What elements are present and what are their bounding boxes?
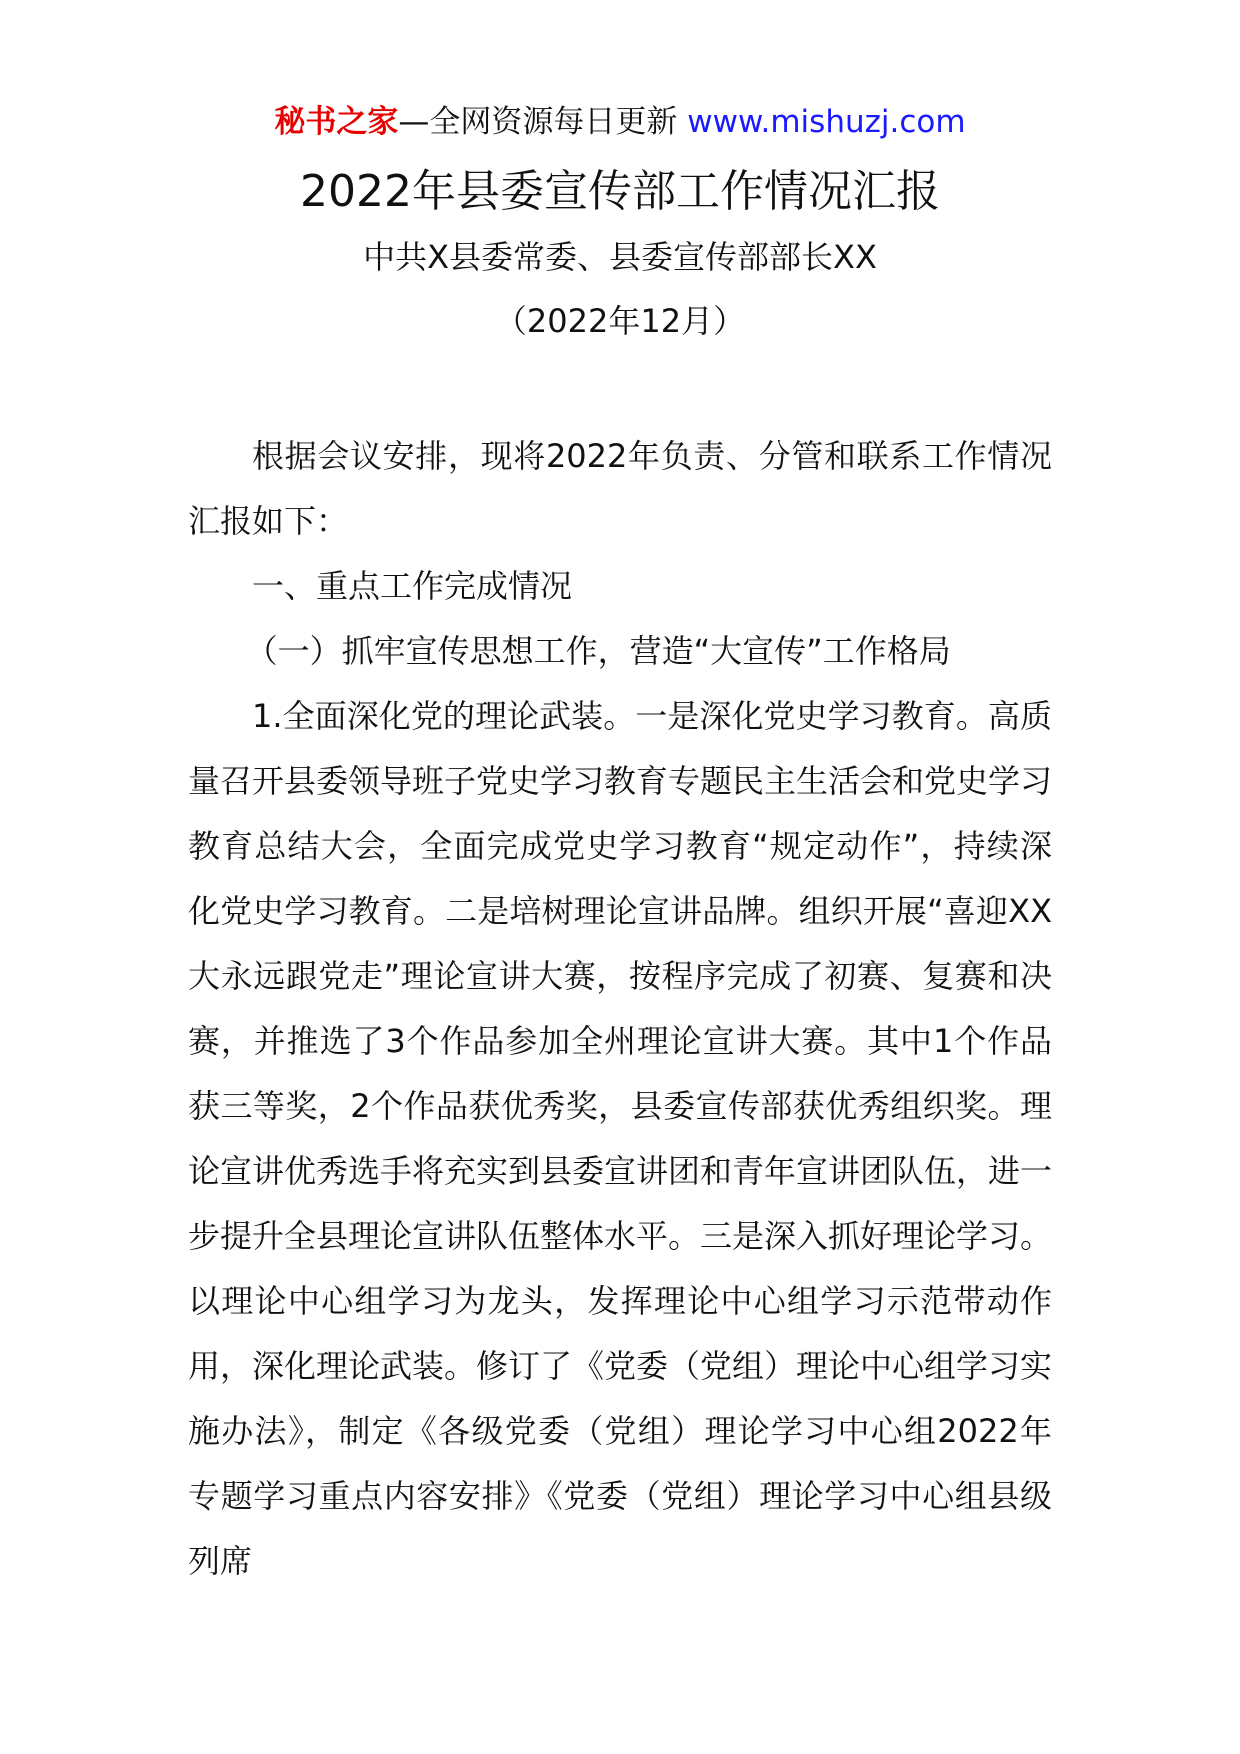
subsection-heading: （一）抓牢宣传思想工作，营造“大宣传”工作格局 <box>245 632 951 670</box>
body-paragraph: 1.全面深化党的理论武装。一是深化党史学习教育。高质量召开县委领导班子党史学习教育专题民主生活会和党史学习教育总结大会，全面完成党史学习教育“规定动作”，持续深化党史学习教育。二是培树理论宣讲品牌。组织开展“喜迎XX大永远跟党走”理论宣讲大赛，按程序完成了初赛、复赛和决赛，并推选了3个作品参加全州理论宣讲大赛。其中1个作品获三等奖，2个作品获优秀奖，县委宣传部获优秀组织奖。理论宣讲优秀选手将充实到县委宣讲团和青年宣讲团队伍，进一步提升全县理论宣讲队伍整体水平。三是深入抓好理论学习。以理论中心组学习为龙头，发挥理论中心组学习示范带动作用，深化理论武装。修订了《党委（党组）理论中心组学习实施办法》，制定《各级党委（党组）理论学习中心组2022年专题学习重点内容安排》《党委（党组）理论学习中心组县级列席 <box>188 697 1053 1580</box>
section-heading: 一、重点工作完成情况 <box>252 567 573 605</box>
brand-name: 秘书之家 <box>274 104 399 140</box>
date-line: （2022年12月） <box>494 302 746 340</box>
brand-tagline: —全网资源每日更新 <box>398 104 678 140</box>
author-line: 中共X县委常委、县委宣传部部长XX <box>363 238 877 276</box>
intro-paragraph: 根据会议安排，现将2022年负责、分管和联系工作情况汇报如下： <box>188 437 1052 540</box>
document-body <box>188 424 1052 1594</box>
site-url-link[interactable]: www.mishuzj.com <box>687 104 966 140</box>
watermark-header <box>0 102 1240 142</box>
document-title: 2022年县委宣传部工作情况汇报 <box>300 166 940 217</box>
